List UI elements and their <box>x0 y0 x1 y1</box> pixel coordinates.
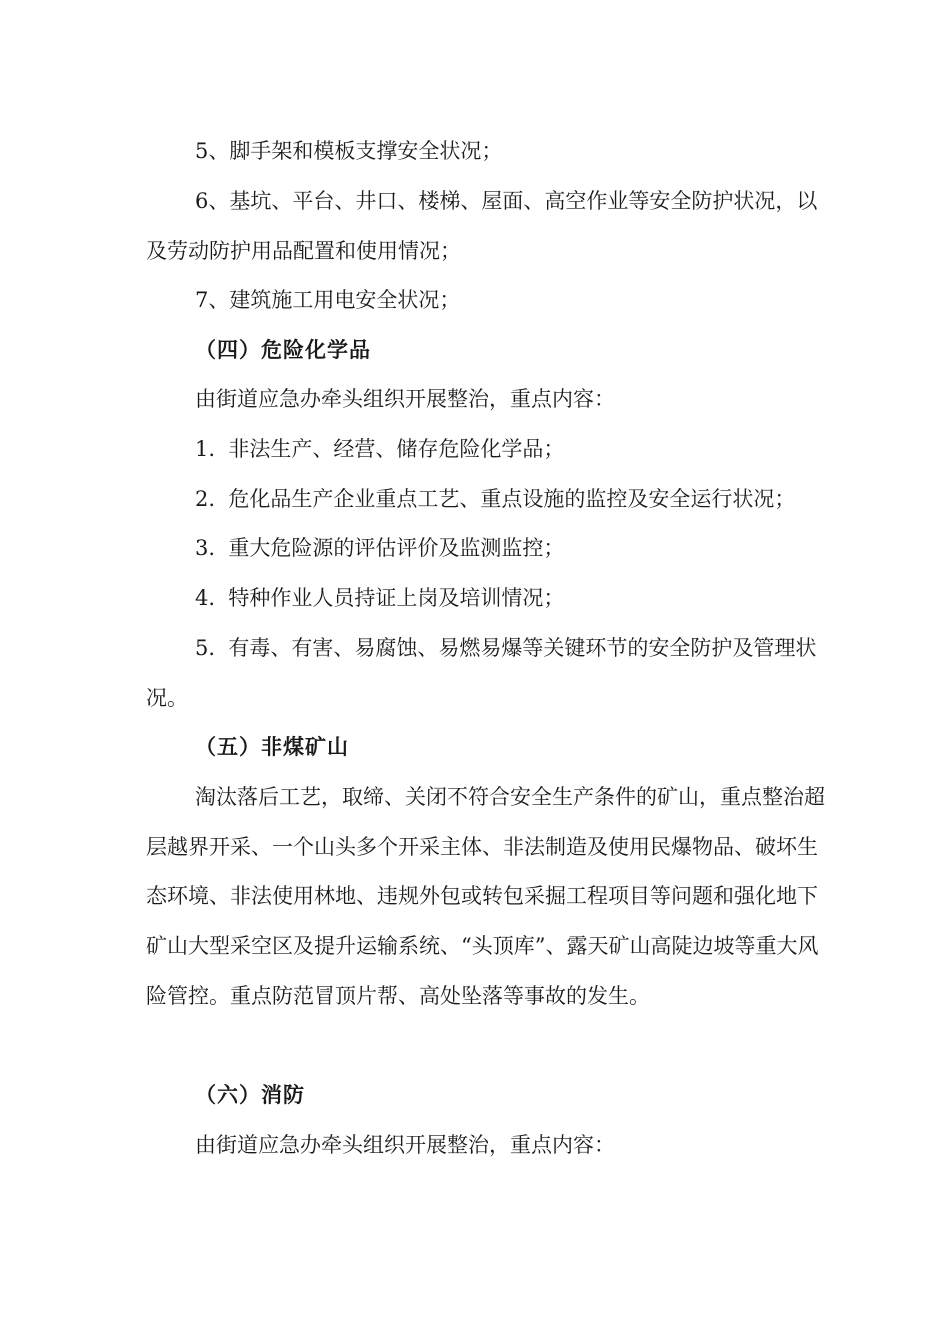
list-item-electricity: 7、建筑施工用电安全状况； <box>195 288 461 312</box>
list-item-chem-1: 1. 非法生产、经营、储存危险化学品； <box>195 437 565 461</box>
list-item-protection: 6、基坑、平台、井口、楼梯、屋面、高空作业等安全防护状况，以及劳动防护用品配置和使用情况； <box>146 189 818 263</box>
list-item-scaffold: 5、脚手架和模板支撑安全状况； <box>195 139 503 163</box>
paragraph-mines: 淘汰落后工艺，取缔、关闭不符合安全生产条件的矿山，重点整治超层越界开采、一个山头多个开采主体、非法制造及使用民爆物品、破坏生态环境、非法使用林地、违规外包或转包采掘工程项目等问题和强化地下矿山大型采空区及提升运输系统、“头顶库”、露天矿山高陡边坡等重大风险管控。重点防范冒顶片帮、高处坠落等事故的发生。 <box>146 785 825 1008</box>
section-heading-non-coal-mines: （五）非煤矿山 <box>195 735 349 759</box>
list-item-chem-2: 2. 危化品生产企业重点工艺、重点设施的监控及安全运行状况； <box>195 487 796 511</box>
section-intro-chemicals: 由街道应急办牵头组织开展整治，重点内容： <box>195 387 615 411</box>
section-heading-fire-protection: （六）消防 <box>195 1083 305 1107</box>
section-intro-fire: 由街道应急办牵头组织开展整治，重点内容： <box>195 1133 615 1157</box>
section-heading-hazardous-chemicals: （四）危险化学品 <box>195 338 371 362</box>
list-item-chem-3: 3. 重大危险源的评估评价及监测监控； <box>195 536 565 560</box>
list-item-chem-4: 4. 特种作业人员持证上岗及培训情况； <box>195 586 565 610</box>
list-item-chem-5: 5. 有毒、有害、易腐蚀、易燃易爆等关键环节的安全防护及管理状况。 <box>146 636 817 710</box>
